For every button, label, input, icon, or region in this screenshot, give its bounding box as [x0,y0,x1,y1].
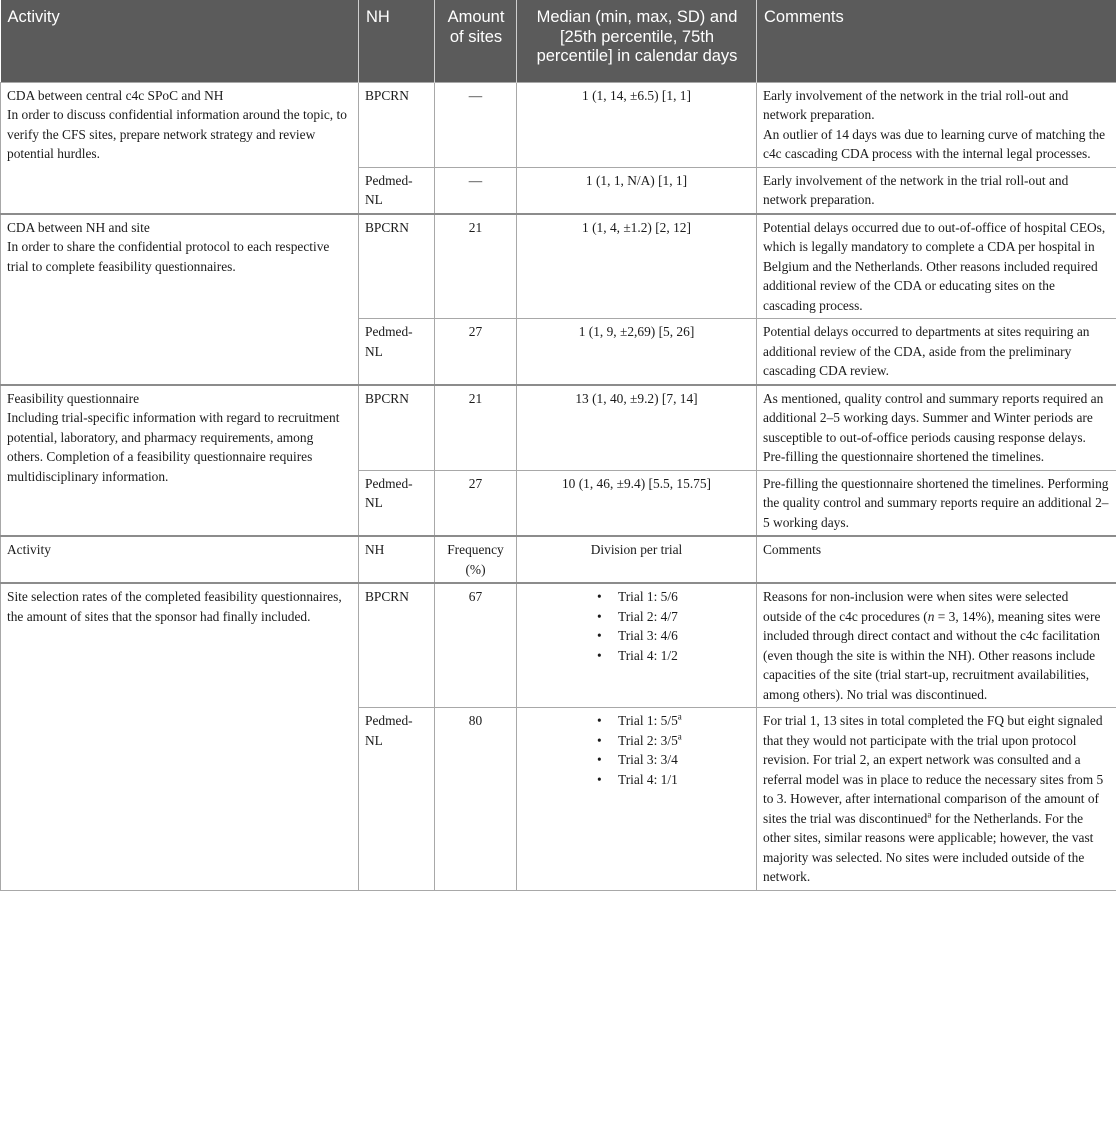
table-row [1,385,1116,471]
median-cell: 13 (1, 40, ±9.2) [7, 14] [517,385,757,471]
trial-text: Trial 2: 3/5 [618,732,678,748]
subheader-nh: NH [359,536,435,583]
subheader-division: Division per trial [517,536,757,583]
nh-cell: Pedmed-NL [359,470,435,536]
comment-text: As mentioned, quality control and summary reports required an additional 2–5 working days. Summer and Winter periods are susceptible to out-of-office periods causing response delays. [763,390,1104,445]
activity-description: In order to discuss confidential information around the topic, to verify the CFS sites, prepare network strategy and review potential hurdles. [7,107,347,161]
amount-cell: 21 [435,214,517,319]
comment-text: for the Netherlands. For the other sites, similar reasons were applicable; however, the vast majority was selected. No sites were included outside of the network. [763,810,1094,884]
subheader-comments: Comments [757,536,1116,583]
header-activity: Activity [1,0,359,82]
frequency-cell: 67 [435,583,517,708]
table-subheader-row [1,536,1116,583]
comment-text: Pre-filling the questionnaire shortened the timelines. [763,449,1045,464]
footnote-mark: a [677,711,682,722]
comments-cell [757,385,1116,471]
amount-cell: — [435,167,517,214]
footnote-mark: a [927,809,932,820]
header-median: Median (min, max, SD) and [25th percentile, 75th percentile] in calendar days [517,0,757,82]
division-cell [517,708,757,891]
comments-cell: Potential delays occurred due to out-of-office of hospital CEOs, which is legally mandatory to complete a CDA per hospital in Belgium and the Netherlands. Other reasons included required additional review of the CDA or educating sites on the cascading process. [757,214,1116,319]
activity-title: CDA between NH and site [7,219,150,235]
list-item: • Trial 3: 4/6 [523,626,750,646]
activity-cell [1,385,359,537]
table-row [1,82,1116,167]
nh-cell: BPCRN [359,82,435,167]
nh-cell: Pedmed-NL [359,708,435,891]
nh-cell: Pedmed-NL [359,319,435,385]
comments-cell [757,708,1116,891]
comments-cell: Early involvement of the network in the trial roll-out and network preparation. [757,167,1116,214]
activity-title: Feasibility questionnaire [7,390,140,406]
list-item [523,711,750,731]
subheader-frequency: Frequency (%) [435,536,517,583]
comment-text: For trial 1, 13 sites in total completed the FQ but eight signaled that they would not participate with the trial upon protocol revision. For trial 2, an expert network was consulted and a referral model was in place to reduce the necessary sites from 5 to 3. However, after international comparison of the amount of sites the trial was discontinued [763,713,1104,826]
amount-cell: 27 [435,319,517,385]
list-item: • Trial 3: 3/4 [523,750,750,770]
list-item [523,731,750,751]
nh-cell: Pedmed-NL [359,167,435,214]
comments-cell [757,82,1116,167]
footnote-mark: a [677,731,682,742]
header-amount: Amount of sites [435,0,517,82]
activity-description: Including trial-specific information with regard to recruitment potential, laboratory, and pharmacy requirements, among others. Completion of a feasibility questionnaire requires multidisciplinary information. [7,410,340,484]
comment-text: An outlier of 14 days was due to learning curve of matching the c4c cascading CDA process with the internal legal processes. [763,126,1106,161]
division-cell [517,583,757,708]
amount-cell: 27 [435,470,517,536]
nh-cell: BPCRN [359,583,435,708]
subheader-activity: Activity [1,536,359,583]
trial-text: Trial 1: 5/5 [618,713,678,728]
comments-cell: Pre-filling the questionnaire shortened the timelines. Performing the quality control and summary reports require an additional 2–5 working days. [757,470,1116,536]
table-row [1,583,1116,708]
median-cell: 10 (1, 46, ±9.4) [5.5, 15.75] [517,470,757,536]
comment-text: Reasons for non-inclusion were when sites were selected outside of the c4c procedures ( [763,589,1069,624]
activity-title: CDA between central c4c SPoC and NH [7,87,224,103]
amount-cell: 21 [435,385,517,471]
median-cell: 1 (1, 1, N/A) [1, 1] [517,167,757,214]
amount-cell: — [435,82,517,167]
comment-text: Early involvement of the network in the trial roll-out and network preparation. [763,87,1069,122]
comments-cell [757,583,1116,708]
activity-description: In order to share the confidential protocol to each respective trial to complete feasibility questionnaires. [7,239,330,274]
median-cell: 1 (1, 4, ±1.2) [2, 12] [517,214,757,319]
list-item: • Trial 4: 1/1 [523,770,750,790]
nh-cell: BPCRN [359,214,435,319]
median-cell: 1 (1, 9, ±2,69) [5, 26] [517,319,757,385]
comment-text: = 3, 14%), meaning sites were included through direct contact and without the c4c facilitation (even though the site is within the NH). Other reasons include capacities of the site (trial start-up, recruitment availabilities, among others). No trial was discontinued. [763,608,1101,702]
list-item: • Trial 4: 1/2 [523,646,750,666]
activity-cell: Site selection rates of the completed feasibility questionnaires, the amount of sites that the sponsor had finally included. [1,583,359,890]
activity-cell [1,82,359,214]
median-cell: 1 (1, 14, ±6.5) [1, 1] [517,82,757,167]
list-item: • Trial 1: 5/6 [523,587,750,607]
trial-list [523,711,750,789]
frequency-cell: 80 [435,708,517,891]
comment-italic: n [927,608,935,624]
activity-cell [1,214,359,385]
table-row [1,214,1116,319]
trial-list [523,587,750,665]
comments-cell: Potential delays occurred to departments at sites requiring an additional review of the CDA, aside from the preliminary cascading CDA review. [757,319,1116,385]
header-nh: NH [359,0,435,82]
table-header-row [1,0,1116,82]
header-comments: Comments [757,0,1116,82]
nh-cell: BPCRN [359,385,435,471]
list-item: • Trial 2: 4/7 [523,607,750,627]
